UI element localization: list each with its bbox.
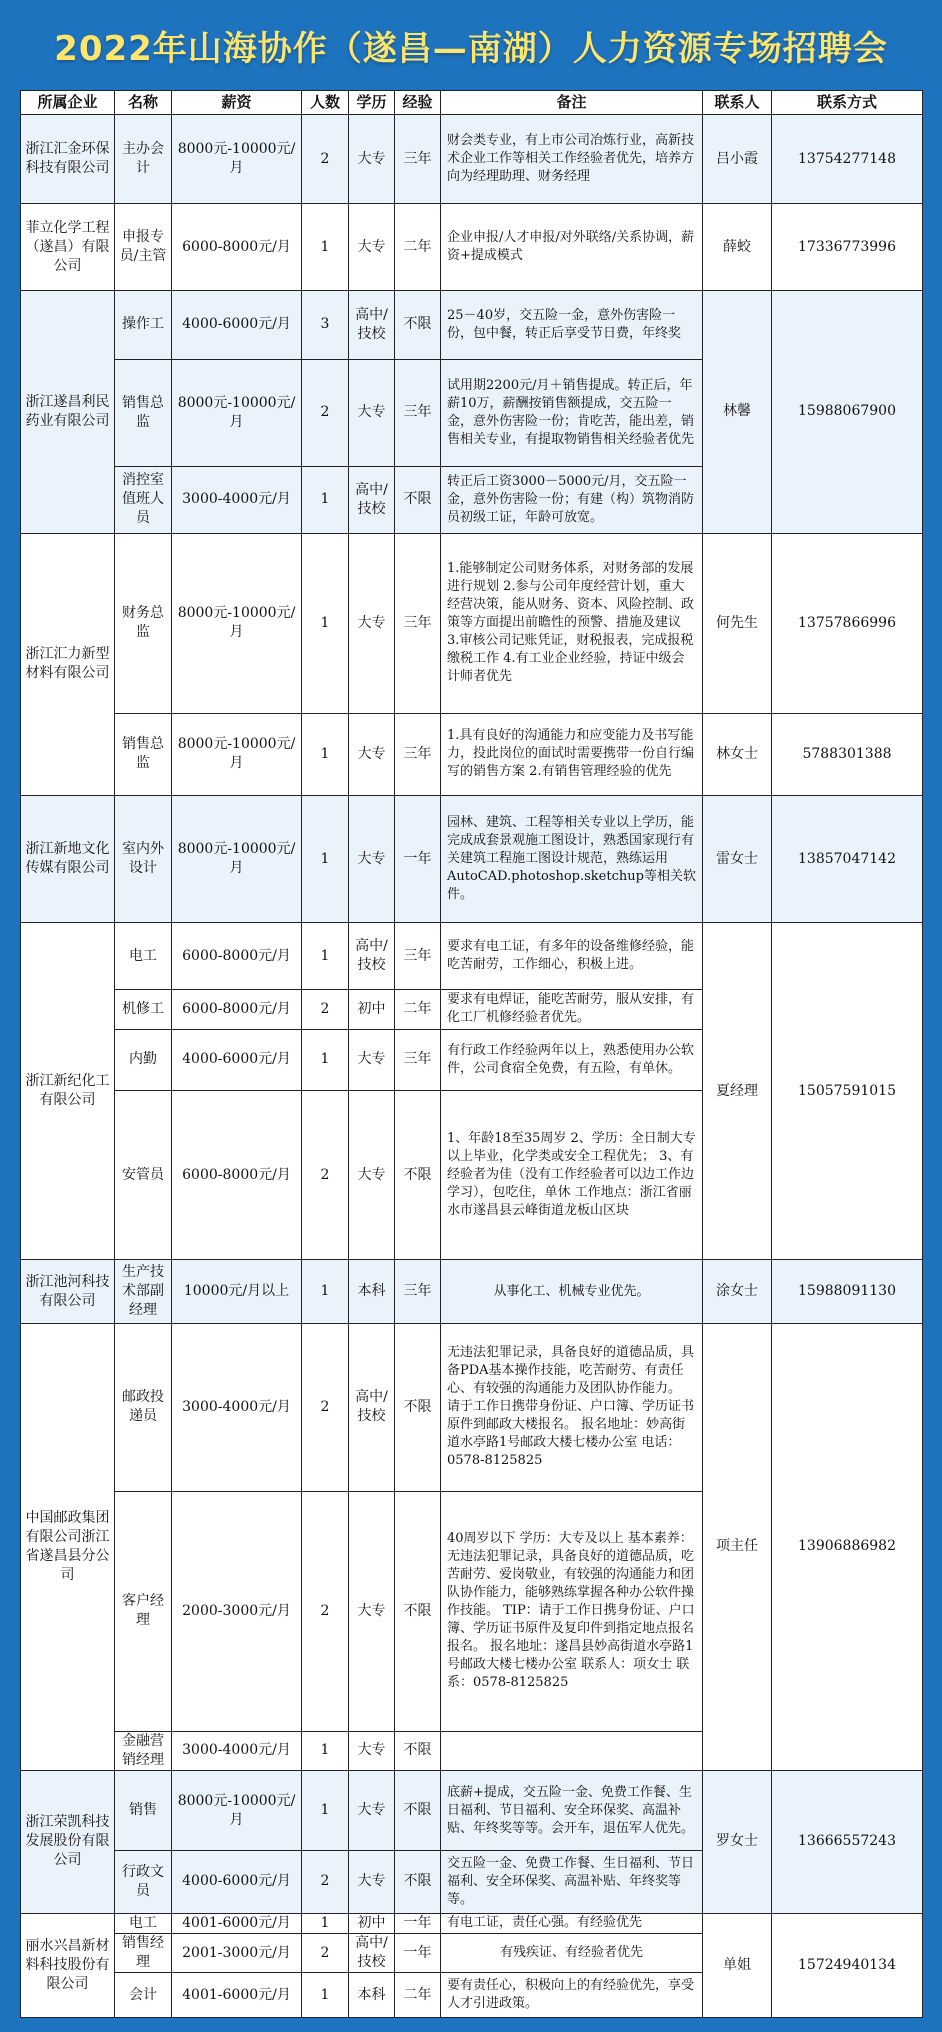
job-salary: 4001-6000元/月 xyxy=(172,1913,302,1933)
job-salary: 2000-3000元/月 xyxy=(172,1491,302,1731)
job-experience: 二年 xyxy=(395,990,441,1029)
header-count: 人数 xyxy=(302,91,349,115)
job-note: 财会类专业，有上市公司冶炼行业，高新技术企业工作等相关工作经验者优先，培养方向为经理助理、财务经理 xyxy=(441,115,703,204)
job-education: 大专 xyxy=(349,359,395,466)
contact-phone: 17336773996 xyxy=(772,204,923,291)
job-position: 操作工 xyxy=(115,291,172,360)
job-note: 交五险一金、免费工作餐、生日福利、节日福利、安全环保奖、高温补贴、年终奖等等。 xyxy=(441,1850,703,1913)
job-note: 从事化工、机械专业优先。 xyxy=(441,1260,703,1324)
job-education: 大专 xyxy=(349,1491,395,1731)
table-row xyxy=(21,1260,923,1324)
job-note: 1、年龄18至35周岁 2、学历：全日制大专以上毕业，化学类或安全工程优先； 3、有经验者为佳（没有工作经验者可以边工作边学习），包吃住，单休 工作地点：浙江省丽水市遂昌县云峰街道龙板山区块 xyxy=(441,1091,703,1260)
company-name: 菲立化学工程（遂昌）有限公司 xyxy=(21,204,115,291)
job-experience: 不限 xyxy=(395,1850,441,1913)
job-salary: 8000元-10000元/月 xyxy=(172,713,302,795)
job-note: 底薪+提成，交五险一金、免费工作餐、生日福利、节日福利、安全环保奖、高温补贴、年终奖等等。会开车，退伍军人优先。 xyxy=(441,1771,703,1851)
header-company: 所属企业 xyxy=(21,91,115,115)
table-row xyxy=(21,795,923,922)
job-count: 2 xyxy=(302,1850,349,1913)
job-note: 要求有电工证，有多年的设备维修经验，能吃苦耐劳，工作细心，积极上进。 xyxy=(441,923,703,990)
job-count: 2 xyxy=(302,990,349,1029)
company-name: 中国邮政集团有限公司浙江省遂昌县分公司 xyxy=(21,1323,115,1770)
job-experience: 三年 xyxy=(395,533,441,713)
job-experience: 二年 xyxy=(395,1973,441,2018)
job-position: 安管员 xyxy=(115,1091,172,1260)
recruitment-table-sheet xyxy=(20,90,922,2018)
job-note: 有电工证，责任心强。有经验优先 xyxy=(441,1913,703,1933)
job-salary: 4000-6000元/月 xyxy=(172,291,302,360)
job-note: 40周岁以下 学历：大专及以上 基本素养：无违法犯罪记录，具备良好的道德品质，吃苦耐劳、爱岗敬业，有较强的沟通能力和团队协作能力，能够熟练掌握各种办公软件操作技能。 TIP：请于工作日携身份证、户口簿、学历证书原件及复印件到指定地点报名报名。 报名地址：遂昌县妙高街道水亭路1号邮政大楼七楼办公室 联系人：项女士 联系：0578-8125825 xyxy=(441,1491,703,1731)
job-position: 内勤 xyxy=(115,1029,172,1091)
job-education: 高中/技校 xyxy=(349,467,395,534)
job-experience: 三年 xyxy=(395,923,441,990)
company-name: 浙江荣凯科技发展股份有限公司 xyxy=(21,1771,115,1914)
contact-person: 涂女士 xyxy=(703,1260,772,1324)
job-position: 金融营销经理 xyxy=(115,1731,172,1770)
job-note: 25－40岁，交五险一金，意外伤害险一份，包中餐，转正后享受节日费，年终奖 xyxy=(441,291,703,360)
header-position: 名称 xyxy=(115,91,172,115)
job-experience: 不限 xyxy=(395,1323,441,1491)
job-education: 大专 xyxy=(349,1771,395,1851)
job-experience: 三年 xyxy=(395,1029,441,1091)
table-row xyxy=(21,1771,923,1851)
job-experience: 一年 xyxy=(395,795,441,922)
job-note: 有残疾证、有经验者优先 xyxy=(441,1933,703,1972)
job-salary: 4000-6000元/月 xyxy=(172,1029,302,1091)
header-salary: 薪资 xyxy=(172,91,302,115)
job-position: 销售总监 xyxy=(115,713,172,795)
job-salary: 8000元-10000元/月 xyxy=(172,115,302,204)
contact-phone: 15988091130 xyxy=(772,1260,923,1324)
job-education: 高中/技校 xyxy=(349,291,395,360)
job-count: 2 xyxy=(302,1491,349,1731)
contact-person: 林女士 xyxy=(703,713,772,795)
job-salary: 6000-8000元/月 xyxy=(172,1091,302,1260)
job-salary: 6000-8000元/月 xyxy=(172,990,302,1029)
job-position: 电工 xyxy=(115,923,172,990)
company-name: 浙江池河科技有限公司 xyxy=(21,1260,115,1324)
table-row xyxy=(21,1323,923,1491)
job-position: 销售总监 xyxy=(115,359,172,466)
job-position: 申报专员/主管 xyxy=(115,204,172,291)
job-education: 大专 xyxy=(349,713,395,795)
table-row xyxy=(21,533,923,713)
job-count: 1 xyxy=(302,467,349,534)
contact-person: 项主任 xyxy=(703,1323,772,1770)
contact-phone: 13754277148 xyxy=(772,115,923,204)
job-count: 1 xyxy=(302,204,349,291)
job-education: 大专 xyxy=(349,1850,395,1913)
job-count: 2 xyxy=(302,359,349,466)
job-experience: 一年 xyxy=(395,1913,441,1933)
job-salary: 3000-4000元/月 xyxy=(172,1731,302,1770)
header-experience: 经验 xyxy=(395,91,441,115)
job-experience: 一年 xyxy=(395,1933,441,1972)
job-experience: 不限 xyxy=(395,1771,441,1851)
job-experience: 不限 xyxy=(395,1491,441,1731)
table-row xyxy=(21,1913,923,1933)
job-count: 1 xyxy=(302,713,349,795)
table-header xyxy=(21,91,923,115)
job-position: 主办会计 xyxy=(115,115,172,204)
job-note: 无违法犯罪记录，具备良好的道德品质，具备PDA基本操作技能，吃苦耐劳、有责任心、有较强的沟通能力及团队协作能力。 请于工作日携带身份证、户口簿、学历证书原件到邮政大楼报名。 报名地址：妙高街道水亭路1号邮政大楼七楼办公室 电话：0578-8125825 xyxy=(441,1323,703,1491)
header-note: 备注 xyxy=(441,91,703,115)
job-count: 1 xyxy=(302,923,349,990)
table-row xyxy=(21,713,923,795)
job-education: 高中/技校 xyxy=(349,1323,395,1491)
job-position: 会计 xyxy=(115,1973,172,2018)
job-note: 要求有电焊证，能吃苦耐劳，服从安排，有化工厂机修经验者优先。 xyxy=(441,990,703,1029)
job-position: 财务总监 xyxy=(115,533,172,713)
table-row xyxy=(21,204,923,291)
job-position: 客户经理 xyxy=(115,1491,172,1731)
job-salary: 8000元-10000元/月 xyxy=(172,533,302,713)
job-count: 2 xyxy=(302,115,349,204)
job-count: 2 xyxy=(302,1091,349,1260)
contact-person: 罗女士 xyxy=(703,1771,772,1914)
job-education: 大专 xyxy=(349,204,395,291)
job-note: 试用期2200元/月＋销售提成。转正后，年薪10万，薪酬按销售额提成，交五险一金，意外伤害险一份；肯吃苦，能出差，销售相关专业，有提取物销售相关经验者优先 xyxy=(441,359,703,466)
contact-phone: 13757866996 xyxy=(772,533,923,713)
contact-person: 薛蛟 xyxy=(703,204,772,291)
job-experience: 不限 xyxy=(395,467,441,534)
contact-person: 何先生 xyxy=(703,533,772,713)
job-education: 大专 xyxy=(349,115,395,204)
job-salary: 3000-4000元/月 xyxy=(172,1323,302,1491)
job-position: 室内外设计 xyxy=(115,795,172,922)
recruitment-table xyxy=(20,90,923,2018)
job-count: 1 xyxy=(302,533,349,713)
job-count: 1 xyxy=(302,795,349,922)
job-salary: 3000-4000元/月 xyxy=(172,467,302,534)
job-position: 消控室值班人员 xyxy=(115,467,172,534)
job-salary: 4001-6000元/月 xyxy=(172,1973,302,2018)
header-phone: 联系方式 xyxy=(772,91,923,115)
company-name: 浙江汇力新型材料有限公司 xyxy=(21,533,115,795)
contact-phone: 13857047142 xyxy=(772,795,923,922)
job-count: 1 xyxy=(302,1973,349,2018)
job-note: 有行政工作经验两年以上，熟悉使用办公软件，公司食宿全免费，有五险，有单休。 xyxy=(441,1029,703,1091)
job-note: 企业申报/人才申报/对外联络/关系协调，薪资+提成模式 xyxy=(441,204,703,291)
contact-phone: 13666557243 xyxy=(772,1771,923,1914)
company-name: 丽水兴昌新材料科技股份有限公司 xyxy=(21,1913,115,2017)
company-name: 浙江汇金环保科技有限公司 xyxy=(21,115,115,204)
job-note: 转正后工资3000－5000元/月，交五险一金，意外伤害险一份；有建（构）筑物消防员初级工证，年龄可放宽。 xyxy=(441,467,703,534)
job-experience: 三年 xyxy=(395,359,441,466)
job-education: 大专 xyxy=(349,1091,395,1260)
contact-person: 单姐 xyxy=(703,1913,772,2017)
job-count: 1 xyxy=(302,1771,349,1851)
header-education: 学历 xyxy=(349,91,395,115)
job-education: 本科 xyxy=(349,1973,395,2018)
contact-phone: 13906886982 xyxy=(772,1323,923,1770)
page-title: 2022年山海协作（遂昌—南湖）人力资源专场招聘会 xyxy=(54,28,888,69)
job-note: 1.具有良好的沟通能力和应变能力及书写能力，投此岗位的面试时需要携带一份自行编写的销售方案 2.有销售管理经验的优先 xyxy=(441,713,703,795)
contact-phone: 5788301388 xyxy=(772,713,923,795)
job-salary: 2001-3000元/月 xyxy=(172,1933,302,1972)
company-name: 浙江新地文化传媒有限公司 xyxy=(21,795,115,922)
job-experience: 三年 xyxy=(395,1260,441,1324)
table-row xyxy=(21,291,923,360)
job-education: 大专 xyxy=(349,1731,395,1770)
job-count: 1 xyxy=(302,1913,349,1933)
job-position: 机修工 xyxy=(115,990,172,1029)
job-experience: 不限 xyxy=(395,1091,441,1260)
job-experience: 不限 xyxy=(395,291,441,360)
job-count: 1 xyxy=(302,1731,349,1770)
job-education: 大专 xyxy=(349,533,395,713)
job-note: 要有责任心，积极向上的有经验优先，享受人才引进政策。 xyxy=(441,1973,703,2018)
job-education: 高中/技校 xyxy=(349,1933,395,1972)
job-position: 生产技术部副经理 xyxy=(115,1260,172,1324)
job-position: 电工 xyxy=(115,1913,172,1933)
table-row xyxy=(21,115,923,204)
job-salary: 8000元-10000元/月 xyxy=(172,795,302,922)
contact-phone: 15988067900 xyxy=(772,291,923,534)
job-salary: 4000-6000元/月 xyxy=(172,1850,302,1913)
job-salary: 10000元/月以上 xyxy=(172,1260,302,1324)
job-education: 初中 xyxy=(349,1913,395,1933)
contact-person: 雷女士 xyxy=(703,795,772,922)
job-education: 高中/技校 xyxy=(349,923,395,990)
contact-person: 林馨 xyxy=(703,291,772,534)
job-salary: 8000元-10000元/月 xyxy=(172,359,302,466)
job-education: 大专 xyxy=(349,1029,395,1091)
job-position: 销售经理 xyxy=(115,1933,172,1972)
job-count: 2 xyxy=(302,1933,349,1972)
contact-phone: 15724940134 xyxy=(772,1913,923,2017)
job-salary: 8000元-10000元/月 xyxy=(172,1771,302,1851)
job-education: 大专 xyxy=(349,795,395,922)
job-position: 行政文员 xyxy=(115,1850,172,1913)
job-note xyxy=(441,1731,703,1770)
job-count: 2 xyxy=(302,1323,349,1491)
contact-person: 夏经理 xyxy=(703,923,772,1260)
table-row xyxy=(21,923,923,990)
company-name: 浙江新纪化工有限公司 xyxy=(21,923,115,1260)
job-note: 1.能够制定公司财务体系，对财务部的发展进行规划 2.参与公司年度经营计划，重大经营决策，能从财务、资本、风险控制、政策等方面提出前瞻性的预警、措施及建议 3.审核公司记账凭证，财税报表，完成报税缴税工作 4.有工业企业经验，持证中级会计师者优先 xyxy=(441,533,703,713)
job-experience: 三年 xyxy=(395,115,441,204)
job-experience: 三年 xyxy=(395,713,441,795)
contact-phone: 15057591015 xyxy=(772,923,923,1260)
job-education: 本科 xyxy=(349,1260,395,1324)
job-salary: 6000-8000元/月 xyxy=(172,204,302,291)
job-experience: 二年 xyxy=(395,204,441,291)
job-position: 邮政投递员 xyxy=(115,1323,172,1491)
job-position: 销售 xyxy=(115,1771,172,1851)
contact-person: 吕小霞 xyxy=(703,115,772,204)
job-salary: 6000-8000元/月 xyxy=(172,923,302,990)
job-count: 3 xyxy=(302,291,349,360)
job-note: 园林、建筑、工程等相关专业以上学历，能完成成套景观施工图设计，熟悉国家现行有关建筑工程施工图设计规范，熟练运用AutoCAD.photoshop.sketchup等相关软件。 xyxy=(441,795,703,922)
company-name: 浙江遂昌利民药业有限公司 xyxy=(21,291,115,534)
job-education: 初中 xyxy=(349,990,395,1029)
header-contact: 联系人 xyxy=(703,91,772,115)
job-count: 1 xyxy=(302,1029,349,1091)
job-experience: 不限 xyxy=(395,1731,441,1770)
job-count: 1 xyxy=(302,1260,349,1324)
